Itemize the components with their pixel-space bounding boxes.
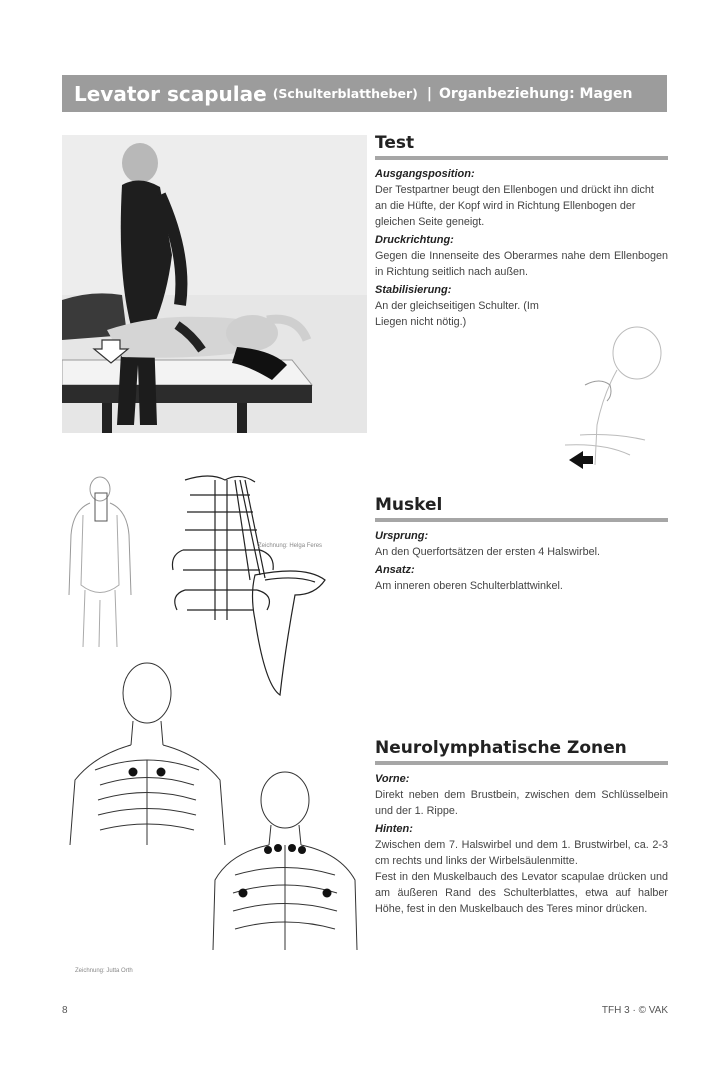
- title-separator: |: [426, 85, 432, 102]
- torso-caption: Zeichnung: Jutta Orth: [75, 968, 133, 974]
- ausgangsposition-text: Der Testpartner beugt den Ellenbogen und drückt ihn dicht an die Hüfte, der Kopf wird in Richtung Ellenbogen der gleichen Seite geneigt.: [375, 184, 654, 228]
- druckrichtung-label: Druckrichtung:: [375, 234, 454, 246]
- title-banner: [62, 75, 667, 112]
- skeleton-caption: Zeichnung: Helga Feres: [258, 543, 323, 549]
- hinten-text: Zwischen dem 7. Halswirbel und dem 1. Brustwirbel, ca. 2-3 cm rechts und links der Wirbelsäulenmitte.: [375, 839, 668, 867]
- test-heading: Test: [375, 133, 668, 160]
- vorne-label: Vorne:: [375, 773, 410, 785]
- ausgangsposition-label: Ausgangsposition:: [375, 168, 475, 180]
- ursprung-text: An den Querfortsätzen der ersten 4 Halswirbel.: [375, 546, 601, 558]
- muscle-subtitle: (Schulterblattheber): [272, 86, 418, 101]
- stabilisierung-label: Stabilisierung:: [375, 284, 452, 296]
- muskel-heading: Muskel: [375, 495, 668, 522]
- body-back-outline: [65, 475, 140, 650]
- muskel-section: [375, 495, 668, 594]
- footer-copyright: TFH 3 · © VAK: [601, 1005, 668, 1016]
- zones-heading: Neurolymphatische Zonen: [375, 738, 668, 765]
- hinten-label: Hinten:: [375, 823, 413, 835]
- zones-extra-text: Fest in den Muskelbauch des Levator scapulae drücken und am äußeren Rand des Schulterblattes, etwa auf halber Höhe, fest in den Muskelbauch des Teres minor drücken.: [375, 871, 668, 915]
- page-number: 8: [62, 1005, 68, 1016]
- ansatz-text: Am inneren oberen Schulterblattwinkel.: [375, 580, 563, 592]
- vorne-text: Direkt neben dem Brustbein, zwischen dem Schlüsselbein und der 1. Rippe.: [375, 789, 668, 817]
- stabilisierung-text: An der gleichseitigen Schulter. (Im Liegen nicht nötig.): [375, 300, 539, 328]
- test-photo: [62, 135, 367, 433]
- torso-back-drawing: [205, 765, 365, 950]
- zones-section: [375, 738, 668, 917]
- test-section: [375, 133, 668, 330]
- arm-sketch: [555, 315, 670, 475]
- organ-relation: Organbeziehung: Magen: [438, 85, 633, 102]
- ursprung-label: Ursprung:: [375, 530, 429, 542]
- ansatz-label: Ansatz:: [375, 564, 415, 576]
- muscle-title: Levator scapulae: [74, 81, 267, 106]
- druckrichtung-text: Gegen die Innenseite des Oberarmes nahe dem Ellenbogen in Richtung seitlich nach außen.: [375, 250, 668, 278]
